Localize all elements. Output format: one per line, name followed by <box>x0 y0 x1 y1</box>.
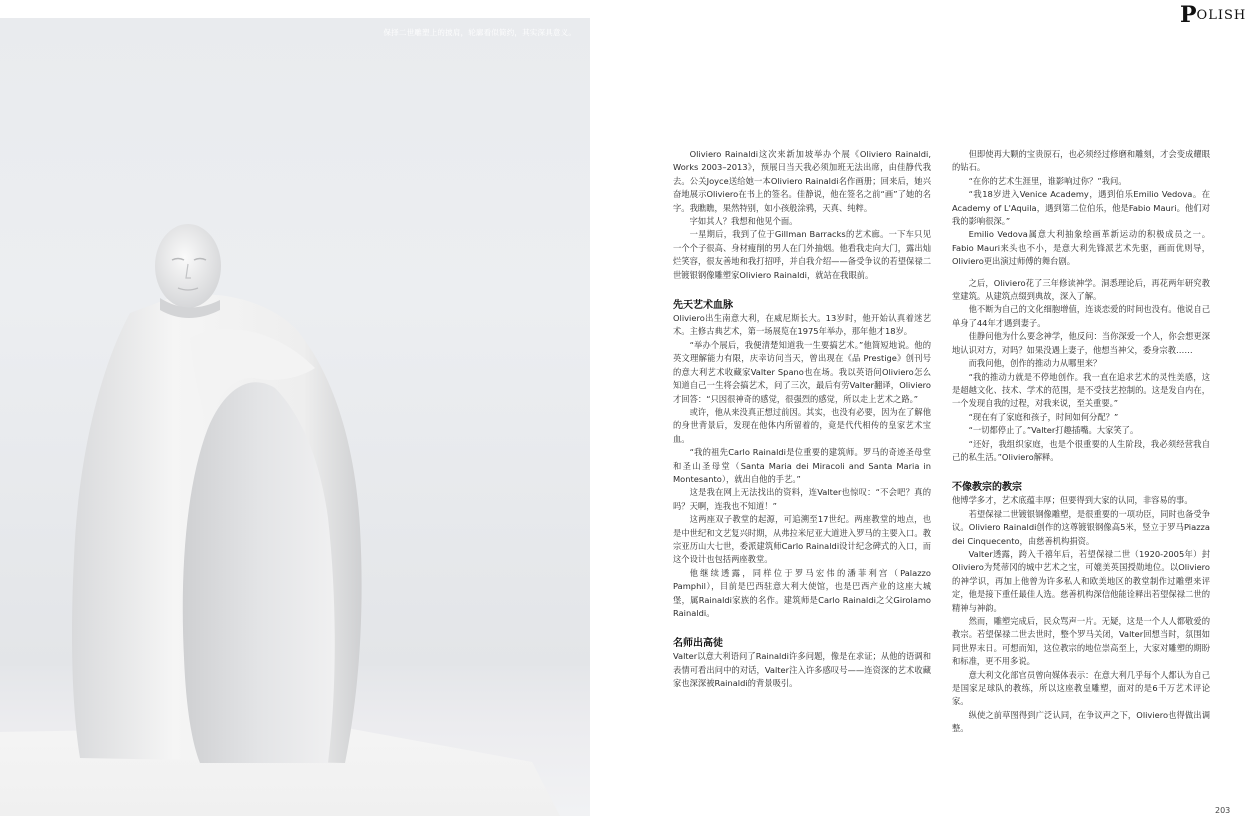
paragraph: “现在有了家庭和孩子，时间如何分配？” <box>968 411 1119 422</box>
paragraph: 一星期后，我到了位于Gillman Barracks的艺术廊。一下车只见一个个子很高、身材瘦削的男人在门外抽烟。他看我走向大门，露出灿烂笑容，很友善地和我打招呼，并自我介绍——备受争议的若望保禄二世镀银钢像雕塑家Oliviero Rainaldi，就站在我眼前。 <box>673 229 931 280</box>
paragraph: 而我问他，创作的推动力从哪里来？ <box>968 358 1102 369</box>
paragraph: 佳静问他为什么要念神学，他反问：当你深爱一个人，你会想更深地认识对方，对吗？如果没遇上妻子，他想当神父，委身宗教…… <box>952 331 1210 355</box>
paragraph: “我18岁进入Venice Academy，遇到伯乐Emilio Vedova。在Academy of L'Aquila，遇到第二位伯乐，他是Fabio Mauri。他们对我的影响很深。” <box>952 189 1210 227</box>
photo-caption: 保择二世雕塑上的披肩，轮廓看似简约，其实深具意义。 <box>383 28 576 37</box>
paragraph: Emilio Vedova属意大利抽象绘画革新运动的积极成员之一。Fabio Mauri来头也不小，是意大利先锋派艺术先驱，画而优则导，Oliviero更出演过师傅的舞台剧。 <box>952 229 1210 267</box>
pope-statue-sculpture <box>60 198 380 768</box>
paragraph: “还好，我组织家庭，也是个很重要的人生阶段，我必须经营我自己的私生活。”Oliviero解释。 <box>952 438 1210 462</box>
paragraph: 他继续透露，同样位于罗马宏伟的潘菲利宫（Palazzo Pamphil），目前是巴西驻意大利大使馆，也是巴西产业的这座大城堡，属Rainaldi家族的名作。建筑师是Carlo Rainaldi之父Girolamo Rainaldi。 <box>673 567 931 618</box>
paragraph: 这是我在网上无法找出的资料，连Valter也惊叹：“不会吧？真的吗？天啊，连我也不知道！” <box>673 487 931 511</box>
paragraph: Valter以意大利语问了Rainaldi许多问题，像是在求证；从他的语调和表情可看出问中的对话，Valter注入许多感叹号——连资深的艺术收藏家也深深被Rainaldi的背景吸引。 <box>673 651 931 689</box>
magazine-logo <box>1180 2 1246 28</box>
article-column-1 <box>673 148 931 691</box>
page-number: 203 <box>1215 806 1231 815</box>
paragraph: “我的推动力就是不停地创作。我一直在追求艺术的灵性美感，这是超越文化、技术、学术的范围，是不受技艺控制的。这是发自内在，一个发现自我的过程，对我来说，至关重要。” <box>952 371 1210 409</box>
paragraph: Valter透露，跨入千禧年后，若望保禄二世（1920-2005年）封Oliviero为梵蒂冈的城中艺术之宝，可媲美英国授勋地位。以Oliviero的神学识，再加上他曾为许多私人和欧美地区的教堂制作过雕塑来评定，他是接下重任最佳人选。慈善机构深信他能诠释出若望保禄二世的精神与神韵。 <box>952 548 1210 613</box>
paragraph: “在你的艺术生涯里，谁影响过你？”我问。 <box>968 175 1127 186</box>
logo-initial: P <box>1180 2 1197 28</box>
paragraph: 他不断为自己的文化细胞增值，连谈恋爱的时间也没有。他说自己单身了44年才遇到妻子。 <box>952 304 1210 328</box>
paragraph: 字如其人？我想和他见个面。 <box>689 216 798 227</box>
paragraph: Oliviero Rainaldi这次来新加坡举办个展《Oliviero Rainaldi, Works 2003–2013》，预展日当天我必须加班无法出席，由佳静代我去。公关Joyce送给她一本Oliviero Rainaldi名作画册；回来后，她兴奋地展示Oliviero在书上的签名。佳静说，他在签名之前“画”了她的名字。我瞧瞧，果然特别，如小孩般涂鸦，天真、纯粹。 <box>673 149 931 213</box>
paragraph: “我的祖先Carlo Rainaldi是位重要的建筑师。罗马的奇迹圣母堂和圣山圣母堂（Santa Maria dei Miracoli and Santa Maria in Montesanto），就出自他的手艺。” <box>673 447 931 484</box>
logo-text: OLISH <box>1196 8 1246 23</box>
paragraph: “举办个展后，我便清楚知道我一生要搞艺术。”他简短地说。他的英文理解能力有限，庆幸访问当天，曾出现在《品 Prestige》创刊号的意大利艺术收藏家Valter Spano也在场。我以英语问Oliviero怎么知道自己一生将会搞艺术，问了三次，最后有劳Valter翻译，Oliviero才回答：“只因很神奇的感觉，很强烈的感觉，所以走上艺术之路。” <box>673 339 931 404</box>
section-heading: 先天艺术血脉 <box>673 300 733 312</box>
statue-photo <box>0 18 590 816</box>
paragraph: 意大利文化部官员曾向媒体表示：在意大利几乎每个人都认为自己是国家足球队的教练，所以这座教皇雕塑，面对的是6千万艺术评论家。 <box>952 669 1210 707</box>
paragraph: 但即使再大颗的宝贵原石，也必须经过修磨和雕刻，才会变成耀眼的钻石。 <box>952 149 1210 173</box>
paragraph: 这两座双子教堂的起源，可追溯至17世纪。两座教堂的地点，也是中世纪和文艺复兴时期，从弗拉米尼亚大道进入罗马的主要入口。教宗亚历山大七世，委派建筑师Carlo Rainaldi设计纪念碑式的入口，而这个设计也包括两座教堂。 <box>673 514 931 565</box>
paragraph: “一切都停止了。”Valter打趣插嘴。大家笑了。 <box>968 425 1139 436</box>
paragraph: 他博学多才，艺术底蕴丰厚；但要得到大家的认同，非容易的事。 <box>952 495 1193 506</box>
section-heading: 不像教宗的教宗 <box>952 482 1022 494</box>
paragraph: 若望保禄二世镀银钢像雕塑，是很重要的一项功臣，同时也备受争议。Oliviero Rainaldi创作的这尊镀银钢像高5米，竖立于罗马Piazza dei Cinquecento，由慈善机构捐资。 <box>952 508 1210 546</box>
paragraph: 之后，Oliviero花了三年修读神学。洞悉理论后，再花两年研究教堂建筑。从建筑点缀到典故，深入了解。 <box>952 277 1210 302</box>
paragraph: 纵使之前草图得到广泛认同，在争议声之下，Oliviero也得做出调整。 <box>952 709 1210 734</box>
section-heading: 名师出高徒 <box>673 638 723 650</box>
article-column-2 <box>952 148 1210 736</box>
paragraph: 或许，他从来没真正想过前因。其实，也没有必要，因为在了解他的身世背景后，发现在他体内所留着的，竟是代代相传的皇家艺术宝血。 <box>673 406 931 444</box>
paragraph: 然而，雕塑完成后，民众骂声一片。无疑，这是一个人人都敬爱的教宗。若望保禄二世去世时，整个罗马关闭，Valter回想当时，氛围如同世界末日。可想而知，这位教宗的地位崇高至上，大家对雕塑的期盼和标准，更不用多说。 <box>952 616 1210 667</box>
paragraph: Oliviero出生南意大利，在威尼斯长大。13岁时，他开始认真着迷艺术。主修古典艺术，第一场展览在1975年举办，那年他才18岁。 <box>673 313 931 337</box>
